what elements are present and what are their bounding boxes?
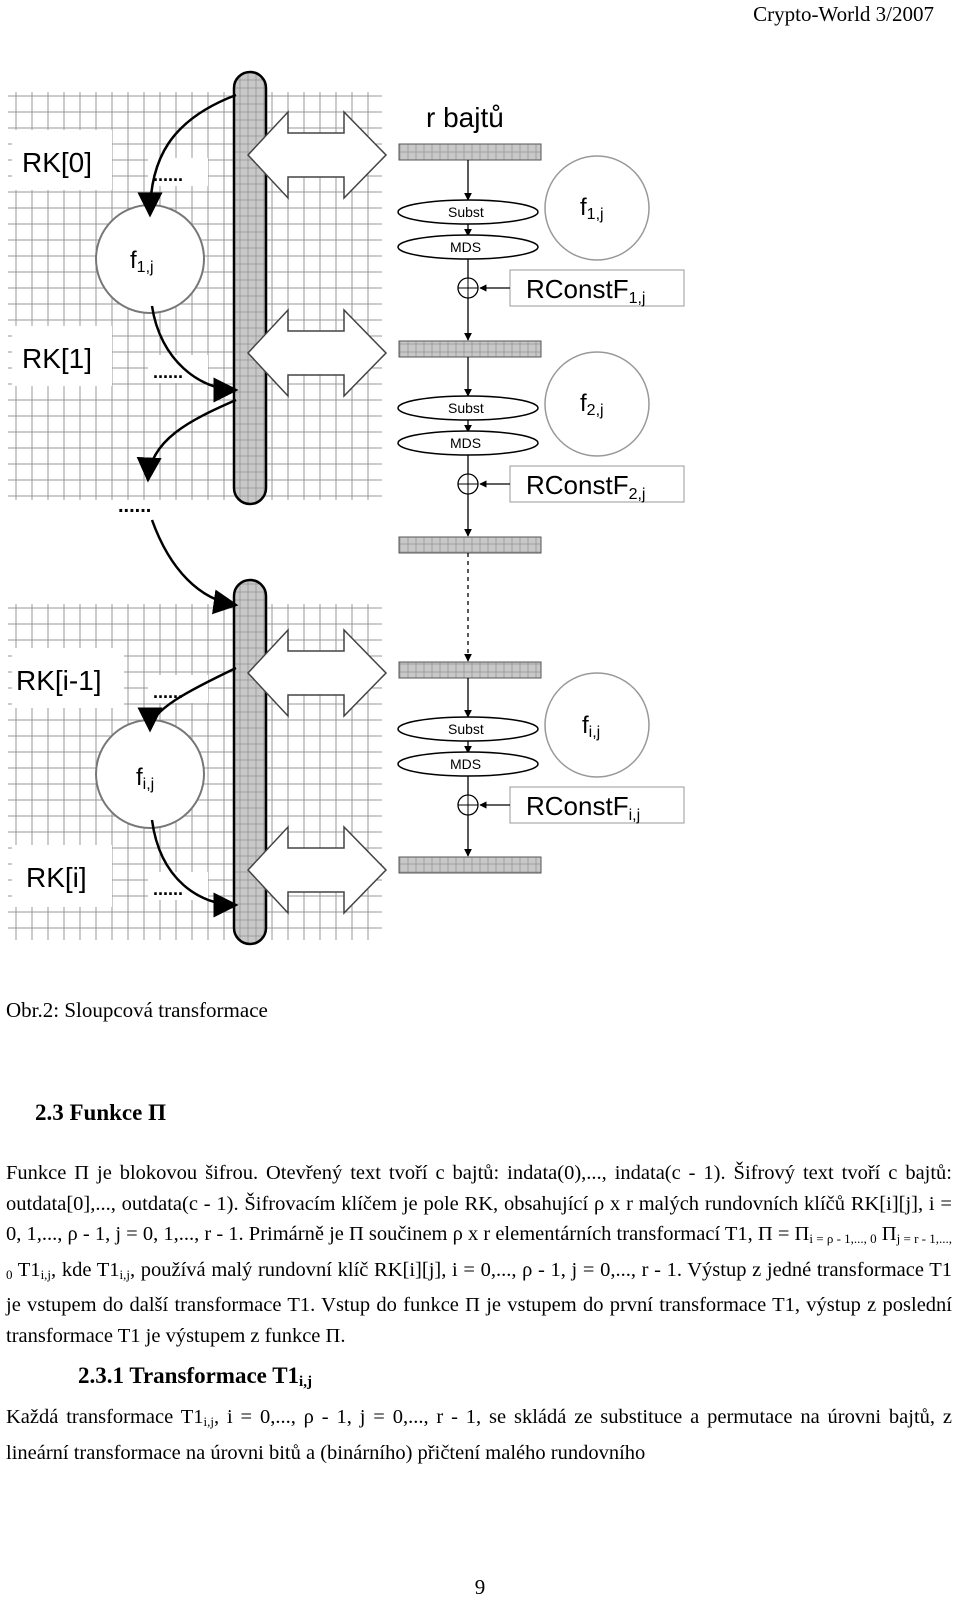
byte-row-1 xyxy=(399,144,541,160)
byte-row-5 xyxy=(399,857,541,873)
xor-3 xyxy=(458,795,478,815)
rconst-label-2: RConstF2,j xyxy=(526,470,646,503)
f-right-3: fi,j xyxy=(582,712,601,741)
mds-label-2: MDS xyxy=(450,435,482,451)
key-column-oval-top xyxy=(234,72,266,504)
f-right-2: f2,j xyxy=(580,390,604,419)
dots-4: ...... xyxy=(153,879,184,899)
rki1-label: RK[i-1] xyxy=(16,665,102,696)
section-heading: 2.3 Funkce Π xyxy=(35,1100,166,1125)
diagram-title: r bajtů xyxy=(426,102,504,133)
dots-bottom: ...... xyxy=(118,495,152,517)
dots-2: ...... xyxy=(153,362,184,382)
xor-2 xyxy=(458,474,478,494)
f-left-2: fi,j xyxy=(136,764,155,793)
subsection-paragraph: Každá transformace $T1_{i,j}$, i = 0,..., ρ - 1, j = 0,..., r - 1, se skládá ze substituce a permutace na úrovni bajtů, z lineární transformace na úrovni bitů a (binárního) přičtení malého rundovního xyxy=(6,1406,953,1464)
subst-label-3: Subst xyxy=(448,721,484,737)
rconst-label-1: RConstF1,j xyxy=(526,274,646,307)
rk0-label: RK[0] xyxy=(22,147,93,178)
xor-1 xyxy=(458,278,478,298)
subst-label-2: Subst xyxy=(448,400,484,416)
page-number: 9 xyxy=(474,1575,486,1599)
dots-1: ...... xyxy=(153,165,184,185)
f-right-1: f1,j xyxy=(580,194,604,223)
f-circle-left-bottom xyxy=(96,720,204,828)
mds-label-3: MDS xyxy=(450,756,482,772)
byte-row-2 xyxy=(399,341,541,357)
dots-3: ...... xyxy=(153,682,184,702)
section-paragraph: Funkce Π je blokovou šifrou. Otevřený text tvoří c bajtů: indata(0),..., indata(c - 1). Šifrový text tvoří c bajtů: outdata[0],..., outdata(c - 1). Šifrovacím klíčem je pole RK, obsahující ρ x r malých rundovních klíčů RK[i][j], i = 0, 1,..., ρ - 1, j = 0, 1,..., r - 1. Primárně je Π součinem ρ x r elementárních transformací T1, $\Pi = \Pi_{i = \rho - 1,..., 0}$ $\Pi_{j = r - 1,..., 0}$ $T1_{i,j}$, kde $T1_{i,j}$, používá malý rundovní klíč RK[i][j], i = 0,..., ρ - 1, j = 0,..., r - 1. Výstup z jedné transformace T1 je vstupem do další transformace T1. Vstup do funkce Π je vstupem do první transformace T1, výstup z poslední transformace T1 je výstupem z funkce Π. xyxy=(6,1162,952,1347)
key-column-oval-bottom xyxy=(234,580,266,944)
byte-row-4 xyxy=(399,662,541,678)
curve-arrow-4 xyxy=(152,520,236,605)
f-left-1: f1,j xyxy=(130,247,154,276)
journal-header: Crypto-World 3/2007 xyxy=(753,2,934,26)
subsection-heading: 2.3.1 Transformace $T1_{i,j}$ xyxy=(78,1363,312,1390)
mds-label-1: MDS xyxy=(450,239,482,255)
subst-label-1: Subst xyxy=(448,204,484,220)
rk1-label: RK[1] xyxy=(22,343,93,374)
byte-row-3 xyxy=(399,537,541,553)
rconst-label-3: RConstFi,j xyxy=(526,791,641,824)
figure-caption: Obr.2: Sloupcová transformace xyxy=(6,998,268,1022)
rki-label: RK[i] xyxy=(26,862,87,893)
